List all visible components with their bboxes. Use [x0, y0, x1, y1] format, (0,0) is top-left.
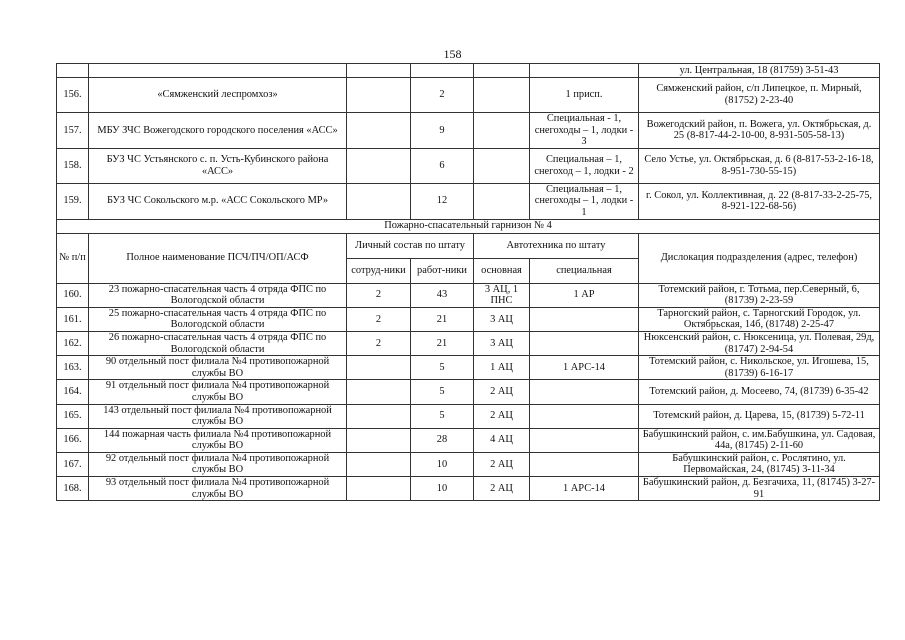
staff-workers: 12	[411, 183, 474, 219]
row-number: 167.	[57, 452, 89, 476]
unit-name: МБУ ЗЧС Вожегодского городского поселения «АСС»	[89, 113, 347, 149]
unit-address: Бабушкинский район, с. Рослятино, ул. Первомайская, 24, (81745) 3-11-34	[639, 452, 880, 476]
header-equipment-special: специальная	[530, 258, 639, 283]
fire-units-table	[56, 63, 880, 501]
header-staff: Личный состав по штату	[347, 233, 474, 258]
staff-workers: 43	[411, 283, 474, 307]
row-number: 166.	[57, 428, 89, 452]
staff-workers: 21	[411, 331, 474, 355]
unit-name: БУЗ ЧС Сокольского м.р. «АСС Сокольского МР»	[89, 183, 347, 219]
unit-name: 26 пожарно-спасательная часть 4 отряда ФПС по Вологодской области	[89, 331, 347, 355]
equipment-main	[474, 113, 530, 149]
equipment-special: Специальная – 1, снегоход – 1, лодки - 2	[530, 148, 639, 183]
header-row-1	[57, 233, 880, 258]
equipment-special: Специальная – 1, снегоходы – 1, лодки - 1	[530, 183, 639, 219]
continuation-address: ул. Центральная, 18 (81759) 3-51-43	[639, 64, 880, 78]
equipment-main	[474, 183, 530, 219]
table-row	[57, 356, 880, 380]
unit-name: 25 пожарно-спасательная часть 4 отряда ФПС по Вологодской области	[89, 307, 347, 331]
staff-workers: 5	[411, 404, 474, 428]
table-row	[57, 283, 880, 307]
equipment-main: 1 АЦ	[474, 356, 530, 380]
unit-name: 91 отдельный пост филиала №4 противопожарной службы ВО	[89, 380, 347, 404]
row-number: 161.	[57, 307, 89, 331]
staff-workers: 9	[411, 113, 474, 149]
header-staff-employees: сотруд-ники	[347, 258, 411, 283]
table-row	[57, 452, 880, 476]
equipment-special: 1 АРС-14	[530, 356, 639, 380]
garrison-title: Пожарно-спасательный гарнизон № 4	[57, 219, 880, 233]
staff-workers: 2	[411, 78, 474, 113]
table-row	[57, 307, 880, 331]
unit-address: Тарногский район, с. Тарногский Городок, ул. Октябрьская, 14б, (81748) 2-25-47	[639, 307, 880, 331]
equipment-special: 1 АР	[530, 283, 639, 307]
page-number: 158	[443, 47, 462, 61]
equipment-special	[530, 380, 639, 404]
unit-name: 92 отдельный пост филиала №4 противопожарной службы ВО	[89, 452, 347, 476]
staff-workers: 28	[411, 428, 474, 452]
unit-name: «Сямженский леспромхоз»	[89, 78, 347, 113]
staff-employees: 2	[347, 331, 411, 355]
staff-employees	[347, 477, 411, 501]
table-row	[57, 428, 880, 452]
table-row	[57, 148, 880, 183]
unit-name: 23 пожарно-спасательная часть 4 отряда ФПС по Вологодской области	[89, 283, 347, 307]
staff-employees: 2	[347, 307, 411, 331]
equipment-main	[474, 78, 530, 113]
staff-workers: 21	[411, 307, 474, 331]
header-number: № п/п	[57, 233, 89, 283]
table-row	[57, 380, 880, 404]
staff-workers: 10	[411, 452, 474, 476]
unit-name: БУЗ ЧС Устьянского с. п. Усть-Кубинского района «АСС»	[89, 148, 347, 183]
row-number: 163.	[57, 356, 89, 380]
equipment-special	[530, 331, 639, 355]
table-row	[57, 78, 880, 113]
header-equipment: Автотехника по штату	[474, 233, 639, 258]
continuation-row	[57, 64, 880, 78]
equipment-main: 2 АЦ	[474, 452, 530, 476]
unit-address: Нюксенский район, с. Нюксеница, ул. Полевая, 29д, (81747) 2-94-54	[639, 331, 880, 355]
staff-employees	[347, 356, 411, 380]
staff-employees	[347, 428, 411, 452]
table-row	[57, 183, 880, 219]
header-staff-workers: работ-ники	[411, 258, 474, 283]
staff-workers: 5	[411, 380, 474, 404]
table-row	[57, 113, 880, 149]
unit-address: Бабушкинский район, д. Безгачиха, 11, (81745) 3-27-91	[639, 477, 880, 501]
row-number: 162.	[57, 331, 89, 355]
unit-name: 144 пожарная часть филиала №4 противопожарной службы ВО	[89, 428, 347, 452]
equipment-main: 2 АЦ	[474, 404, 530, 428]
equipment-main: 2 АЦ	[474, 380, 530, 404]
table-row	[57, 477, 880, 501]
header-equipment-main: основная	[474, 258, 530, 283]
row-number: 157.	[57, 113, 89, 149]
equipment-special	[530, 307, 639, 331]
row-number: 165.	[57, 404, 89, 428]
equipment-main: 3 АЦ	[474, 331, 530, 355]
staff-employees	[347, 148, 411, 183]
unit-name: 90 отдельный пост филиала №4 противопожарной службы ВО	[89, 356, 347, 380]
staff-employees: 2	[347, 283, 411, 307]
row-number: 168.	[57, 477, 89, 501]
equipment-main: 3 АЦ, 1 ПНС	[474, 283, 530, 307]
row-number: 156.	[57, 78, 89, 113]
equipment-main	[474, 148, 530, 183]
unit-address: Бабушкинский район, с. им.Бабушкина, ул. Садовая, 44а, (81745) 2-11-60	[639, 428, 880, 452]
equipment-special: Специальная - 1, снегоходы – 1, лодки - 3	[530, 113, 639, 149]
equipment-special	[530, 404, 639, 428]
equipment-special	[530, 428, 639, 452]
unit-address: Тотемский район, д. Царева, 15, (81739) 5-72-11	[639, 404, 880, 428]
staff-employees	[347, 404, 411, 428]
row-number: 160.	[57, 283, 89, 307]
unit-address: Тотемский район, с. Никольское, ул. Игошева, 15, (81739) 6-16-17	[639, 356, 880, 380]
equipment-special: 1 присп.	[530, 78, 639, 113]
table-row	[57, 404, 880, 428]
staff-employees	[347, 380, 411, 404]
unit-name: 143 отдельный пост филиала №4 противопожарной службы ВО	[89, 404, 347, 428]
header-name: Полное наименование ПСЧ/ПЧ/ОП/АСФ	[89, 233, 347, 283]
unit-address: Село Устье, ул. Октябрьская, д. 6 (8-817-53-2-16-18, 8-951-730-55-15)	[639, 148, 880, 183]
row-number: 159.	[57, 183, 89, 219]
staff-workers: 5	[411, 356, 474, 380]
garrison-row	[57, 219, 880, 233]
unit-address: Сямженский район, с/п Липецкое, п. Мирный, (81752) 2-23-40	[639, 78, 880, 113]
staff-workers: 6	[411, 148, 474, 183]
unit-name: 93 отдельный пост филиала №4 противопожарной службы ВО	[89, 477, 347, 501]
equipment-main: 4 АЦ	[474, 428, 530, 452]
staff-employees	[347, 78, 411, 113]
equipment-main: 3 АЦ	[474, 307, 530, 331]
unit-address: г. Сокол, ул. Коллективная, д. 22 (8-817-33-2-25-75, 8-921-122-68-56)	[639, 183, 880, 219]
staff-workers: 10	[411, 477, 474, 501]
header-location: Дислокация подразделения (адрес, телефон)	[639, 233, 880, 283]
staff-employees	[347, 113, 411, 149]
unit-address: Тотемский район, д. Мосеево, 74, (81739) 6-35-42	[639, 380, 880, 404]
row-number: 164.	[57, 380, 89, 404]
staff-employees	[347, 183, 411, 219]
table-body	[57, 64, 880, 501]
table-row	[57, 331, 880, 355]
equipment-special	[530, 452, 639, 476]
staff-employees	[347, 452, 411, 476]
unit-address: Вожегодский район, п. Вожега, ул. Октябрьская, д. 25 (8-817-44-2-10-00, 8-931-505-58-13)	[639, 113, 880, 149]
equipment-main: 2 АЦ	[474, 477, 530, 501]
row-number: 158.	[57, 148, 89, 183]
equipment-special: 1 АРС-14	[530, 477, 639, 501]
unit-address: Тотемский район, г. Тотьма, пер.Северный, 6, (81739) 2-23-59	[639, 283, 880, 307]
